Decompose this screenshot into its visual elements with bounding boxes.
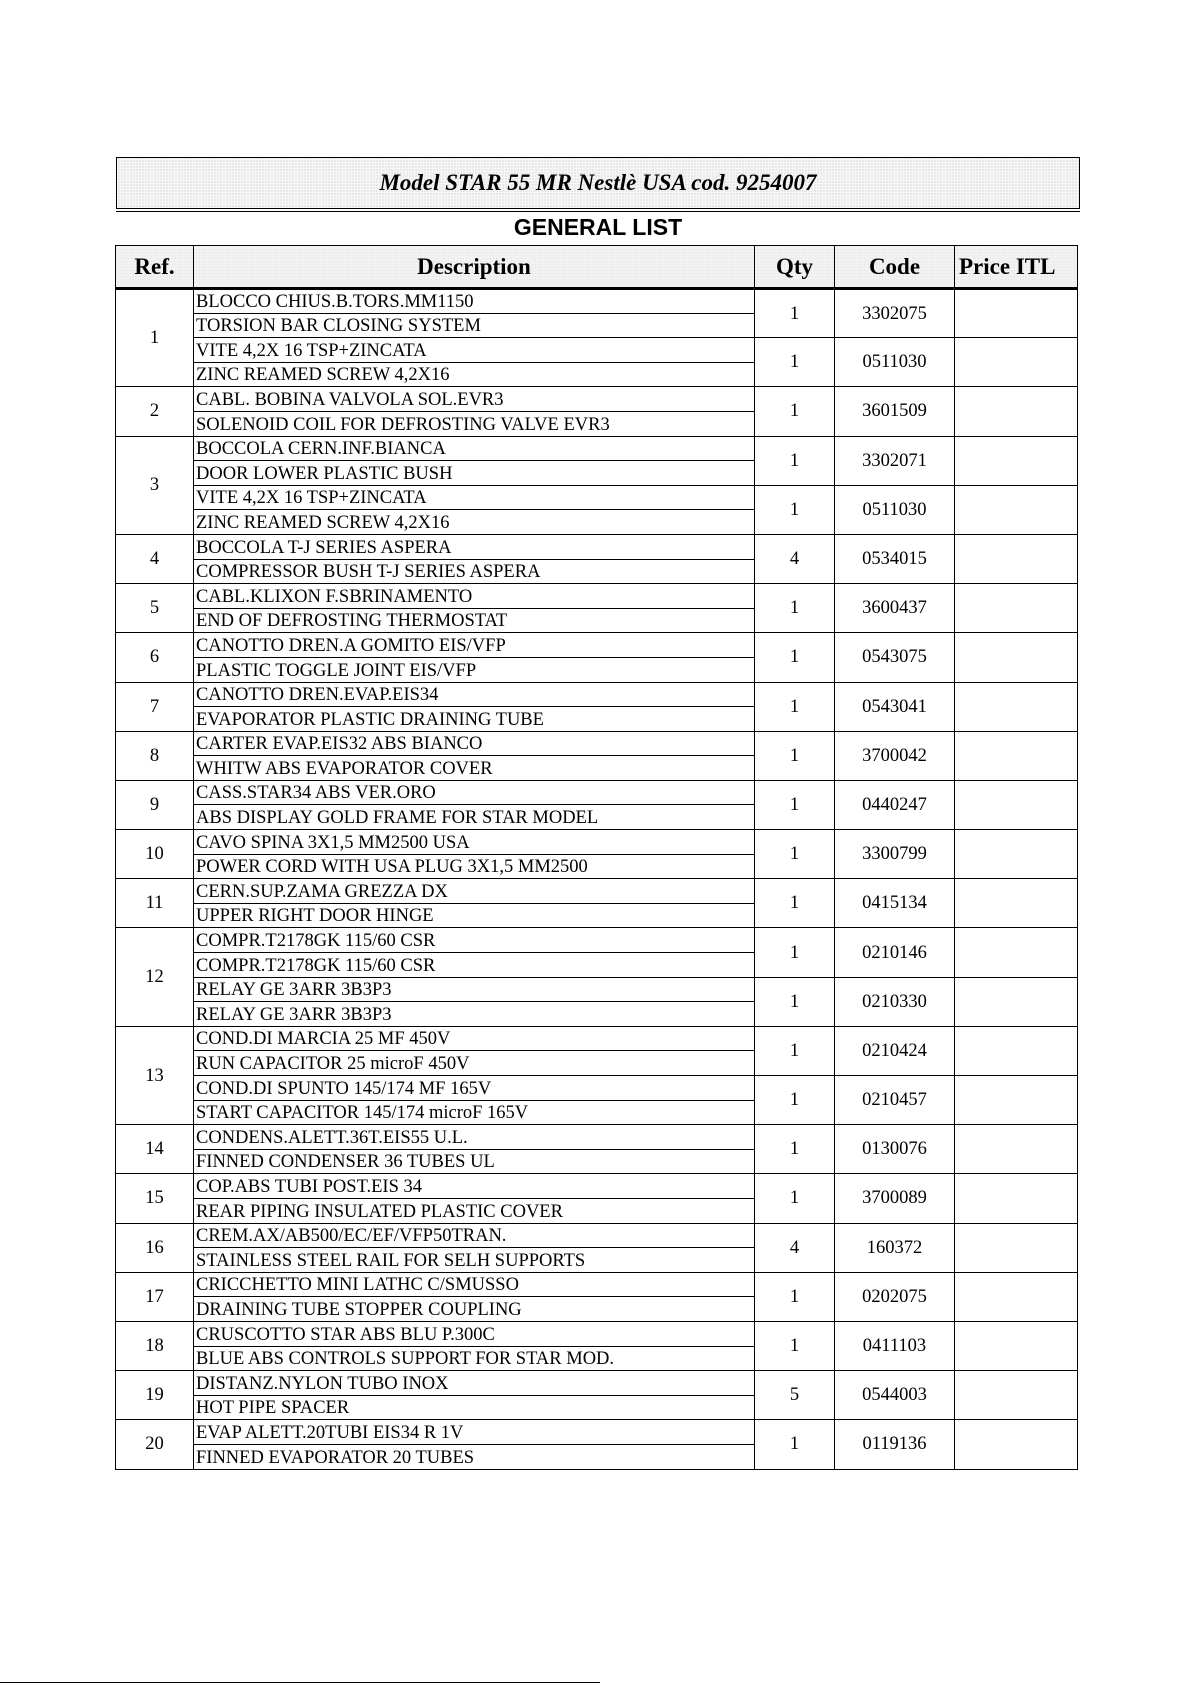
price-cell [955,879,1078,928]
code-cell: 0543075 [835,633,955,682]
price-cell [955,534,1078,583]
qty-cell: 1 [755,731,835,780]
description-cell: START CAPACITOR 145/174 microF 165V [194,1100,755,1125]
table-row [116,485,1078,510]
description-cell: CABL. BOBINA VALVOLA SOL.EVR3 [194,387,755,412]
price-cell [955,1174,1078,1223]
price-cell [955,1076,1078,1125]
ref-cell: 4 [116,534,194,583]
code-cell: 0543041 [835,682,955,731]
table-row [116,1026,1078,1051]
description-cell: CRICCHETTO MINI LATHC C/SMUSSO [194,1272,755,1297]
code-cell: 0544003 [835,1371,955,1420]
qty-cell: 1 [755,977,835,1026]
description-cell: BLOCCO CHIUS.B.TORS.MM1150 [194,289,755,314]
table-row [116,780,1078,805]
qty-cell: 1 [755,879,835,928]
ref-cell: 11 [116,879,194,928]
description-cell: REAR PIPING INSULATED PLASTIC COVER [194,1198,755,1223]
qty-cell: 4 [755,1223,835,1272]
description-cell: BOCCOLA CERN.INF.BIANCA [194,436,755,461]
price-cell [955,338,1078,387]
price-cell [955,289,1078,338]
description-cell: WHITW ABS EVAPORATOR COVER [194,756,755,781]
price-cell [955,1026,1078,1075]
code-cell: 3302071 [835,436,955,485]
description-cell: DRAINING TUBE STOPPER COUPLING [194,1297,755,1322]
code-cell: 3700042 [835,731,955,780]
price-cell [955,1420,1078,1469]
description-cell: COND.DI SPUNTO 145/174 MF 165V [194,1076,755,1101]
description-cell: ABS DISPLAY GOLD FRAME FOR STAR MODEL [194,805,755,830]
qty-cell: 1 [755,1026,835,1075]
table-row [116,1420,1078,1445]
description-cell: VITE 4,2X 16 TSP+ZINCATA [194,485,755,510]
price-cell [955,1272,1078,1321]
table-row [116,1371,1078,1396]
parts-table [115,245,1078,1470]
description-cell: PLASTIC TOGGLE JOINT EIS/VFP [194,657,755,682]
description-cell: FINNED EVAPORATOR 20 TUBES [194,1444,755,1469]
ref-cell: 3 [116,436,194,534]
code-cell: 0210146 [835,928,955,977]
qty-cell: 1 [755,1125,835,1174]
description-cell: CONDENS.ALETT.36T.EIS55 U.L. [194,1125,755,1150]
table-row [116,534,1078,559]
column-header-description: Description [194,246,755,289]
price-cell [955,830,1078,879]
price-cell [955,633,1078,682]
description-cell: RELAY GE 3ARR 3B3P3 [194,1002,755,1027]
description-cell: HOT PIPE SPACER [194,1395,755,1420]
table-row [116,633,1078,658]
price-cell [955,387,1078,436]
code-cell: 160372 [835,1223,955,1272]
price-cell [955,584,1078,633]
table-row [116,1223,1078,1248]
code-cell: 0119136 [835,1420,955,1469]
description-cell: CABL.KLIXON F.SBRINAMENTO [194,584,755,609]
description-cell: COND.DI MARCIA 25 MF 450V [194,1026,755,1051]
description-cell: ZINC REAMED SCREW 4,2X16 [194,510,755,535]
price-cell [955,485,1078,534]
ref-cell: 1 [116,289,194,387]
ref-cell: 6 [116,633,194,682]
description-cell: CASS.STAR34 ABS VER.ORO [194,780,755,805]
ref-cell: 14 [116,1125,194,1174]
description-cell: EVAPORATOR PLASTIC DRAINING TUBE [194,707,755,732]
table-row [116,1272,1078,1297]
code-cell: 0511030 [835,338,955,387]
table-row [116,977,1078,1002]
column-header-qty: Qty [755,246,835,289]
qty-cell: 1 [755,289,835,338]
qty-cell: 1 [755,830,835,879]
table-row [116,1174,1078,1199]
model-banner [116,157,1080,209]
price-cell [955,682,1078,731]
price-cell [955,1223,1078,1272]
qty-cell: 1 [755,1076,835,1125]
description-cell: RELAY GE 3ARR 3B3P3 [194,977,755,1002]
ref-cell: 19 [116,1371,194,1420]
description-cell: BOCCOLA T-J SERIES ASPERA [194,534,755,559]
table-row [116,1125,1078,1150]
ref-cell: 7 [116,682,194,731]
page-title: GENERAL LIST [513,214,683,240]
description-cell: DISTANZ.NYLON TUBO INOX [194,1371,755,1396]
description-cell: COMPR.T2178GK 115/60 CSR [194,928,755,953]
description-cell: CARTER EVAP.EIS32 ABS BIANCO [194,731,755,756]
table-row [116,682,1078,707]
description-cell: CANOTTO DREN.A GOMITO EIS/VFP [194,633,755,658]
code-cell: 0210457 [835,1076,955,1125]
ref-cell: 2 [116,387,194,436]
footer-rule [0,1682,600,1683]
qty-cell: 1 [755,1420,835,1469]
price-cell [955,977,1078,1026]
ref-cell: 20 [116,1420,194,1469]
description-cell: COP.ABS TUBI POST.EIS 34 [194,1174,755,1199]
table-row [116,830,1078,855]
table-row [116,731,1078,756]
description-cell: POWER CORD WITH USA PLUG 3X1,5 MM2500 [194,854,755,879]
qty-cell: 1 [755,928,835,977]
description-cell: DOOR LOWER PLASTIC BUSH [194,461,755,486]
model-title: Model STAR 55 MR Nestlè USA cod. 9254007 [379,170,817,195]
ref-cell: 12 [116,928,194,1026]
code-cell: 0415134 [835,879,955,928]
qty-cell: 1 [755,1321,835,1370]
description-cell: BLUE ABS CONTROLS SUPPORT FOR STAR MOD. [194,1346,755,1371]
parts-table-body [116,289,1078,1470]
table-row [116,387,1078,412]
code-cell: 3601509 [835,387,955,436]
table-row [116,338,1078,363]
description-cell: VITE 4,2X 16 TSP+ZINCATA [194,338,755,363]
qty-cell: 1 [755,338,835,387]
code-cell: 0534015 [835,534,955,583]
qty-cell: 5 [755,1371,835,1420]
description-cell: CERN.SUP.ZAMA GREZZA DX [194,879,755,904]
code-cell: 0511030 [835,485,955,534]
table-row [116,879,1078,904]
code-cell: 3300799 [835,830,955,879]
price-cell [955,928,1078,977]
code-cell: 3700089 [835,1174,955,1223]
code-cell: 3600437 [835,584,955,633]
ref-cell: 10 [116,830,194,879]
price-cell [955,780,1078,829]
qty-cell: 1 [755,1272,835,1321]
qty-cell: 1 [755,682,835,731]
code-cell: 0130076 [835,1125,955,1174]
description-cell: CAVO SPINA 3X1,5 MM2500 USA [194,830,755,855]
description-cell: COMPRESSOR BUSH T-J SERIES ASPERA [194,559,755,584]
price-cell [955,1125,1078,1174]
column-header-price: Price ITL [955,246,1078,289]
ref-cell: 13 [116,1026,194,1124]
description-cell: END OF DEFROSTING THERMOSTAT [194,608,755,633]
ref-cell: 5 [116,584,194,633]
code-cell: 3302075 [835,289,955,338]
description-cell: COMPR.T2178GK 115/60 CSR [194,953,755,978]
table-row [116,1076,1078,1101]
ref-cell: 9 [116,780,194,829]
ref-cell: 16 [116,1223,194,1272]
qty-cell: 1 [755,633,835,682]
table-row [116,1321,1078,1346]
ref-cell: 17 [116,1272,194,1321]
price-cell [955,1321,1078,1370]
column-header-ref: Ref. [116,246,194,289]
code-cell: 0210424 [835,1026,955,1075]
description-cell: EVAP ALETT.20TUBI EIS34 R 1V [194,1420,755,1445]
description-cell: UPPER RIGHT DOOR HINGE [194,903,755,928]
description-cell: CRUSCOTTO STAR ABS BLU P.300C [194,1321,755,1346]
qty-cell: 1 [755,584,835,633]
price-cell [955,1371,1078,1420]
description-cell: CREM.AX/AB500/EC/EF/VFP50TRAN. [194,1223,755,1248]
ref-cell: 8 [116,731,194,780]
code-cell: 0411103 [835,1321,955,1370]
code-cell: 0210330 [835,977,955,1026]
ref-cell: 15 [116,1174,194,1223]
description-cell: FINNED CONDENSER 36 TUBES UL [194,1149,755,1174]
description-cell: CANOTTO DREN.EVAP.EIS34 [194,682,755,707]
qty-cell: 4 [755,534,835,583]
table-row [116,584,1078,609]
qty-cell: 1 [755,1174,835,1223]
description-cell: SOLENOID COIL FOR DEFROSTING VALVE EVR3 [194,411,755,436]
ref-cell: 18 [116,1321,194,1370]
description-cell: RUN CAPACITOR 25 microF 450V [194,1051,755,1076]
code-cell: 0202075 [835,1272,955,1321]
qty-cell: 1 [755,436,835,485]
column-header-code: Code [835,246,955,289]
code-cell: 0440247 [835,780,955,829]
table-header-row [116,246,1078,289]
table-row [116,928,1078,953]
qty-cell: 1 [755,780,835,829]
table-row [116,289,1078,314]
table-row [116,436,1078,461]
description-cell: STAINLESS STEEL RAIL FOR SELH SUPPORTS [194,1248,755,1273]
price-cell [955,731,1078,780]
price-cell [955,436,1078,485]
qty-cell: 1 [755,387,835,436]
description-cell: TORSION BAR CLOSING SYSTEM [194,313,755,338]
description-cell: ZINC REAMED SCREW 4,2X16 [194,362,755,387]
qty-cell: 1 [755,485,835,534]
